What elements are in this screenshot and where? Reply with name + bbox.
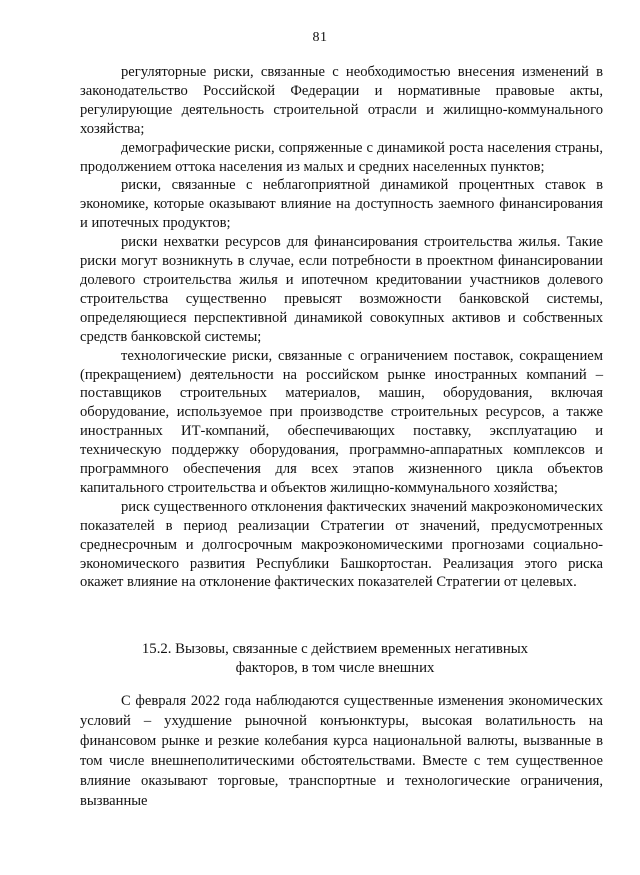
risk-paragraph-demographic: демографические риски, сопряженные с динамикой роста населения страны, продолжением оттока населения из малых и средних населенных пунктов; [80, 139, 603, 175]
page-number: 81 [312, 30, 328, 45]
section-body [80, 691, 603, 811]
section-heading: 15.2. Вызовы, связанные с действием временных негативных факторов, в том числе внешних [141, 641, 529, 676]
section-paragraph: С февраля 2022 года наблюдаются существенные изменения экономических условий – ухудшение рыночной конъюнктуры, высокая волатильность на финансовом рынке и резкие колебания курса национальной валюты, вызванные в том числе внешнеполитическими обстоятельствами. Вместе с тем существенное влияние оказывают торговые, транспортные и технологические ограничения, вызванные [80, 693, 603, 809]
risk-paragraph-financing: риски нехватки ресурсов для финансирования строительства жилья. Такие риски могут возникнуть в случае, если потребности в проектном финансировании долевого строительства жилья и ипотечном кредитовании участников долевого строительства существенно превысят возможности банковской системы, определяющиеся перспективной динамикой совокупных активов и собственных средств банковской системы; [80, 234, 603, 345]
risks-list [80, 63, 603, 592]
risk-paragraph-interest-rates: риски, связанные с неблагоприятной динамикой процентных ставок в экономике, которые оказывают влияние на доступность заемного финансирования и ипотечных продуктов; [80, 177, 603, 232]
risk-paragraph-regulatory: регуляторные риски, связанные с необходимостью внесения изменений в законодательство Российской Федерации и нормативные правовые акты, регулирующие деятельность строительной отрасли и жилищно-коммунального хозяйства; [80, 64, 603, 137]
risk-paragraph-macroeconomic: риск существенного отклонения фактических значений макроэкономических показателей в период реализации Стратегии от значений, предусмотренных среднесрочным и долгосрочным макроэкономическими прогнозами социально-экономического развития Республики Башкортостан. Реализация этого риска окажет влияние на отклонение фактических показателей Стратегии от целевых. [80, 498, 603, 591]
risk-paragraph-technological: технологические риски, связанные с ограничением поставок, сокращением (прекращением) деятельности на российском рынке иностранных компаний – поставщиков строительных материалов, машин, оборудования, включая оборудование, используемое при производстве строительных ресурсов, а также иностранных ИТ-компаний, обеспечивающих поставку, эксплуатацию и техническую поддержку оборудования, программно-аппаратных комплексов и программного обеспечения для всех этапов жизненного цикла объектов капитального строительства и объектов жилищно-коммунального хозяйства; [80, 347, 603, 496]
